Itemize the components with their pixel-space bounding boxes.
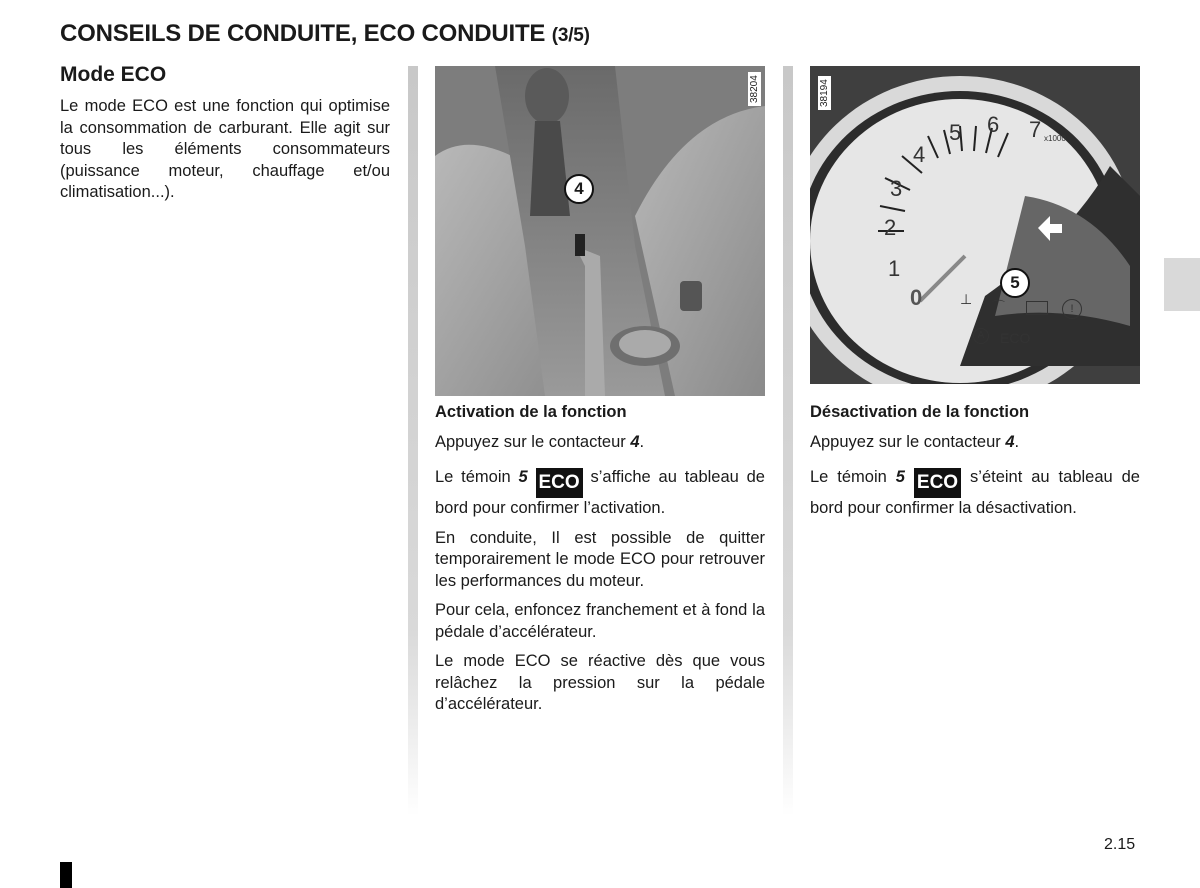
oil-icon: ⌒	[992, 299, 1006, 314]
console-photo	[435, 66, 765, 396]
gauge-4: 4	[913, 142, 926, 167]
gauge-5: 5	[949, 120, 962, 145]
deactivation-heading: Désactivation de la fonction	[810, 403, 1030, 421]
chapter-tab	[1164, 258, 1200, 311]
deactivation-p1: Appuyez sur le contacteur 4.	[810, 432, 1020, 451]
activation-p2: Le témoin 5 ECO s’affiche au tableau de bord pour confirmer l’activation.	[435, 468, 765, 517]
gauge-0: 0	[910, 285, 923, 310]
section-heading: Mode ECO	[60, 63, 167, 86]
callout-4: 4	[564, 174, 594, 204]
eco-indicator-label: ECO	[1000, 330, 1031, 346]
figure-ref: 38204	[748, 72, 761, 106]
callout-5: 5	[1000, 268, 1030, 298]
deactivation-section	[810, 402, 1140, 528]
auto-stop-icon: A	[973, 328, 989, 344]
activation-p3: En conduite, Il est possible de quitter temporairement le mode ECO pour retrouver les performances du moteur.	[435, 528, 765, 590]
gauge-photo	[810, 66, 1140, 384]
deactivation-p2: Le témoin 5 ECO s’éteint au tableau de bord pour confirmer la désactivation.	[810, 468, 1140, 517]
eco-badge: ECO	[914, 468, 961, 498]
activation-p5: Le mode ECO se réactive dès que vous relâchez la pression sur la pédale d’accélérateur.	[435, 652, 765, 713]
gauge-unit: x1000	[1044, 134, 1066, 143]
activation-p1: Appuyez sur le contacteur 4.	[435, 432, 645, 451]
gauge-1: 1	[888, 256, 901, 281]
page-title-text: CONSEILS DE CONDUITE, ECO CONDUITE	[60, 20, 546, 47]
gauge-6: 6	[987, 112, 1000, 137]
column-divider-left	[408, 66, 418, 816]
corner-mark	[60, 862, 72, 888]
page-title	[60, 20, 590, 48]
gauge-2: 2	[884, 215, 897, 240]
activation-section	[435, 402, 765, 724]
gauge-7: 7	[1029, 117, 1042, 142]
eco-badge: ECO	[536, 468, 583, 498]
column-divider-right	[783, 66, 793, 816]
page-part: (3/5)	[551, 25, 590, 46]
activation-heading: Activation de la fonction	[435, 403, 627, 421]
gauge-3: 3	[890, 176, 903, 201]
coolant-icon: ⊥	[960, 291, 973, 307]
brake-icon: !	[1062, 299, 1082, 319]
battery-icon	[1026, 301, 1048, 315]
page-number: 2.15	[1104, 836, 1136, 853]
intro-text: Le mode ECO est une fonction qui optimise la consommation de carburant. Elle agit sur tous les éléments consommateurs (puissance moteur, chauffage et/ou climatisation...).	[60, 97, 390, 201]
activation-p4: Pour cela, enfoncez franchement et à fond la pédale d’accélérateur.	[435, 601, 765, 641]
figure-ref: 38194	[818, 76, 831, 110]
